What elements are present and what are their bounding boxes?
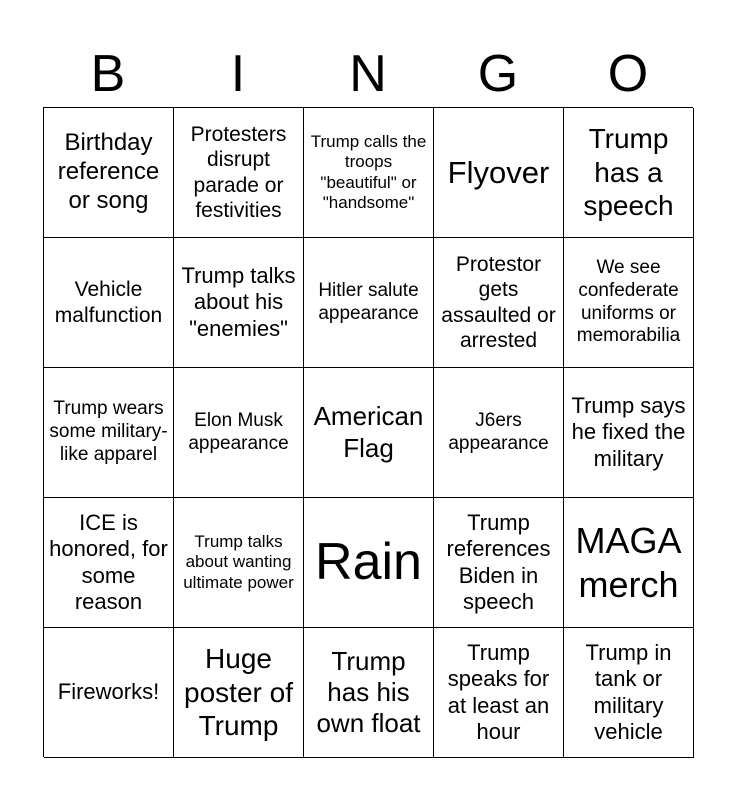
cell-text: We see confederate uniforms or memorabilia <box>576 256 681 347</box>
bingo-cell[interactable] <box>174 108 304 238</box>
cell-text: Birthday reference or song <box>57 129 160 214</box>
bingo-cell[interactable] <box>174 628 304 758</box>
cell-text: Trump calls the troops "beautiful" or "handsome" <box>310 131 427 212</box>
cell-text: Rain <box>315 533 422 592</box>
bingo-cell[interactable] <box>564 628 694 758</box>
bingo-cell[interactable] <box>434 238 564 368</box>
cell-text: ICE is honored, for some reason <box>49 509 168 614</box>
header-letter-o: O <box>607 45 649 103</box>
cell-text: Trump has a speech <box>583 123 674 222</box>
bingo-cell[interactable] <box>304 108 434 238</box>
cell-text: Trump wears some military-like apparel <box>49 398 168 465</box>
bingo-board <box>43 107 693 757</box>
cell-text: Trump talks about wanting ultimate power <box>183 531 294 592</box>
bingo-cell[interactable] <box>434 368 564 498</box>
bingo-cell[interactable] <box>304 368 434 498</box>
cell-text: J6ers appearance <box>448 409 549 454</box>
cell-text: Trump speaks for at least an hour <box>447 639 550 744</box>
bingo-cell[interactable] <box>434 498 564 628</box>
bingo-cell[interactable] <box>44 238 174 368</box>
bingo-header <box>43 44 693 104</box>
cell-text: Vehicle malfunction <box>54 278 163 327</box>
cell-text: Trump has his own float <box>316 645 421 739</box>
cell-text: Elon Musk appearance <box>188 409 289 454</box>
header-letter-g: G <box>477 45 519 103</box>
cell-text: Protestor gets assaulted or arrested <box>441 253 556 352</box>
cell-text: Fireworks! <box>57 679 160 705</box>
bingo-cell[interactable] <box>44 628 174 758</box>
cell-text: Flyover <box>447 154 550 190</box>
cell-text: American Flag <box>313 401 424 463</box>
bingo-cell[interactable] <box>434 628 564 758</box>
bingo-cell[interactable] <box>174 238 304 368</box>
cell-text: Trump says he fixed the military <box>571 392 686 471</box>
bingo-cell[interactable] <box>304 628 434 758</box>
bingo-cell[interactable] <box>44 368 174 498</box>
bingo-cell[interactable] <box>564 238 694 368</box>
bingo-cell[interactable] <box>174 498 304 628</box>
cell-text: Trump references Biden in speech <box>446 509 551 614</box>
header-letter-n: N <box>349 45 387 103</box>
cell-text: Trump talks about his "enemies" <box>181 262 296 341</box>
bingo-cell[interactable] <box>564 108 694 238</box>
header-letter-i: I <box>230 45 246 103</box>
bingo-cell[interactable] <box>44 498 174 628</box>
bingo-cell[interactable] <box>174 368 304 498</box>
bingo-cell[interactable] <box>304 498 434 628</box>
bingo-cell[interactable] <box>564 368 694 498</box>
bingo-cell[interactable] <box>434 108 564 238</box>
bingo-cell[interactable] <box>304 238 434 368</box>
bingo-cell[interactable] <box>44 108 174 238</box>
bingo-cell[interactable] <box>564 498 694 628</box>
cell-text: Protesters disrupt parade or festivities <box>190 123 287 222</box>
cell-text: Hitler salute appearance <box>318 279 419 324</box>
header-letter-b: B <box>90 45 126 103</box>
cell-text: Huge poster of Trump <box>184 643 293 742</box>
cell-text: Trump in tank or military vehicle <box>585 639 672 744</box>
cell-text: MAGA merch <box>575 520 682 605</box>
